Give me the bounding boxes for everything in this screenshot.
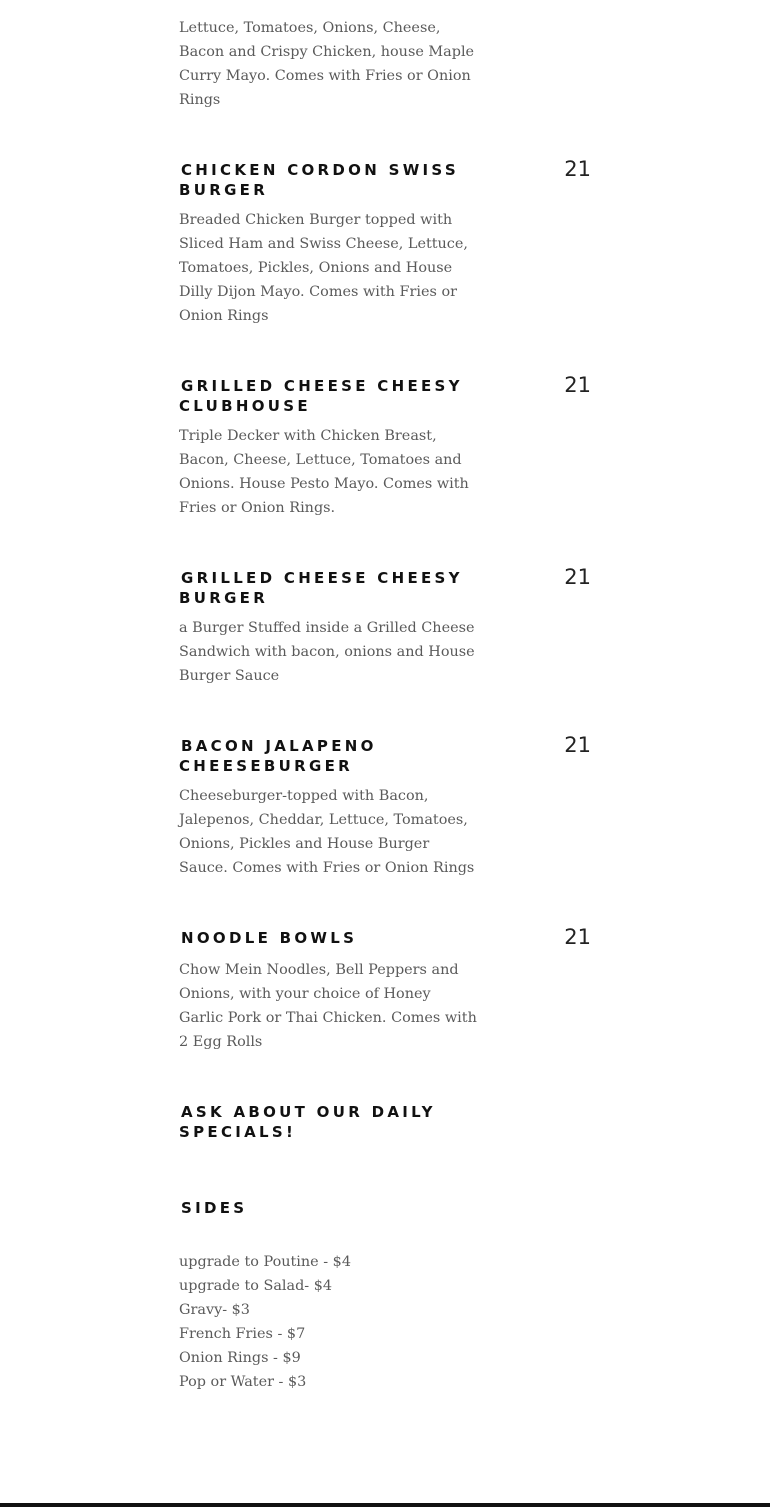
menu-item-title: GRILLED CHEESE CHEESY BURGER xyxy=(179,569,463,607)
menu-item-title: GRILLED CHEESE CHEESY CLUBHOUSE xyxy=(179,377,463,415)
footer-divider xyxy=(0,1503,770,1507)
list-item: Gravy- $3 xyxy=(179,1302,250,1318)
menu-item-title: BACON JALAPENO CHEESEBURGER xyxy=(179,737,377,775)
menu-item-price: 21 xyxy=(564,157,591,181)
menu-item-description: Lettuce, Tomatoes, Onions, Cheese, Bacon and Crispy Chicken, house Maple Curry Mayo. Comes with Fries or Onion Rings xyxy=(179,20,475,108)
list-item: Pop or Water - $3 xyxy=(179,1374,307,1390)
menu-item-description: Cheeseburger-topped with Bacon, Jalepenos, Cheddar, Lettuce, Tomatoes, Onions, Pickles and House Burger Sauce. Comes with Fries or Onion Rings xyxy=(179,788,475,876)
menu-item-price: 21 xyxy=(564,565,591,589)
list-item: Onion Rings - $9 xyxy=(179,1350,301,1366)
sides-list xyxy=(179,1250,351,1394)
list-item: French Fries - $7 xyxy=(179,1326,306,1342)
list-item: upgrade to Poutine - $4 xyxy=(179,1254,351,1270)
sides-heading: SIDES xyxy=(181,1199,248,1217)
menu-item-price: 21 xyxy=(564,925,591,949)
menu-item-title: CHICKEN CORDON SWISS BURGER xyxy=(179,161,459,199)
menu-item-description: Triple Decker with Chicken Breast, Bacon, Cheese, Lettuce, Tomatoes and Onions. House Pesto Mayo. Comes with Fries or Onion Rings. xyxy=(179,428,469,516)
menu-item-description: Breaded Chicken Burger topped with Sliced Ham and Swiss Cheese, Lettuce, Tomatoes, Pickles, Onions and House Dilly Dijon Mayo. Comes with Fries or Onion Rings xyxy=(179,212,468,324)
menu-item-price: 21 xyxy=(564,733,591,757)
menu-item-description: Chow Mein Noodles, Bell Peppers and Onions, with your choice of Honey Garlic Pork or Thai Chicken. Comes with 2 Egg Rolls xyxy=(179,962,477,1050)
specials-heading: ASK ABOUT OUR DAILY SPECIALS! xyxy=(179,1103,436,1141)
menu-item-price: 21 xyxy=(564,373,591,397)
menu-item-description: a Burger Stuffed inside a Grilled Cheese Sandwich with bacon, onions and House Burger Sauce xyxy=(179,620,475,684)
list-item: upgrade to Salad- $4 xyxy=(179,1278,333,1294)
menu-item-title xyxy=(179,0,469,2)
menu-item-title: NOODLE BOWLS xyxy=(181,929,358,947)
